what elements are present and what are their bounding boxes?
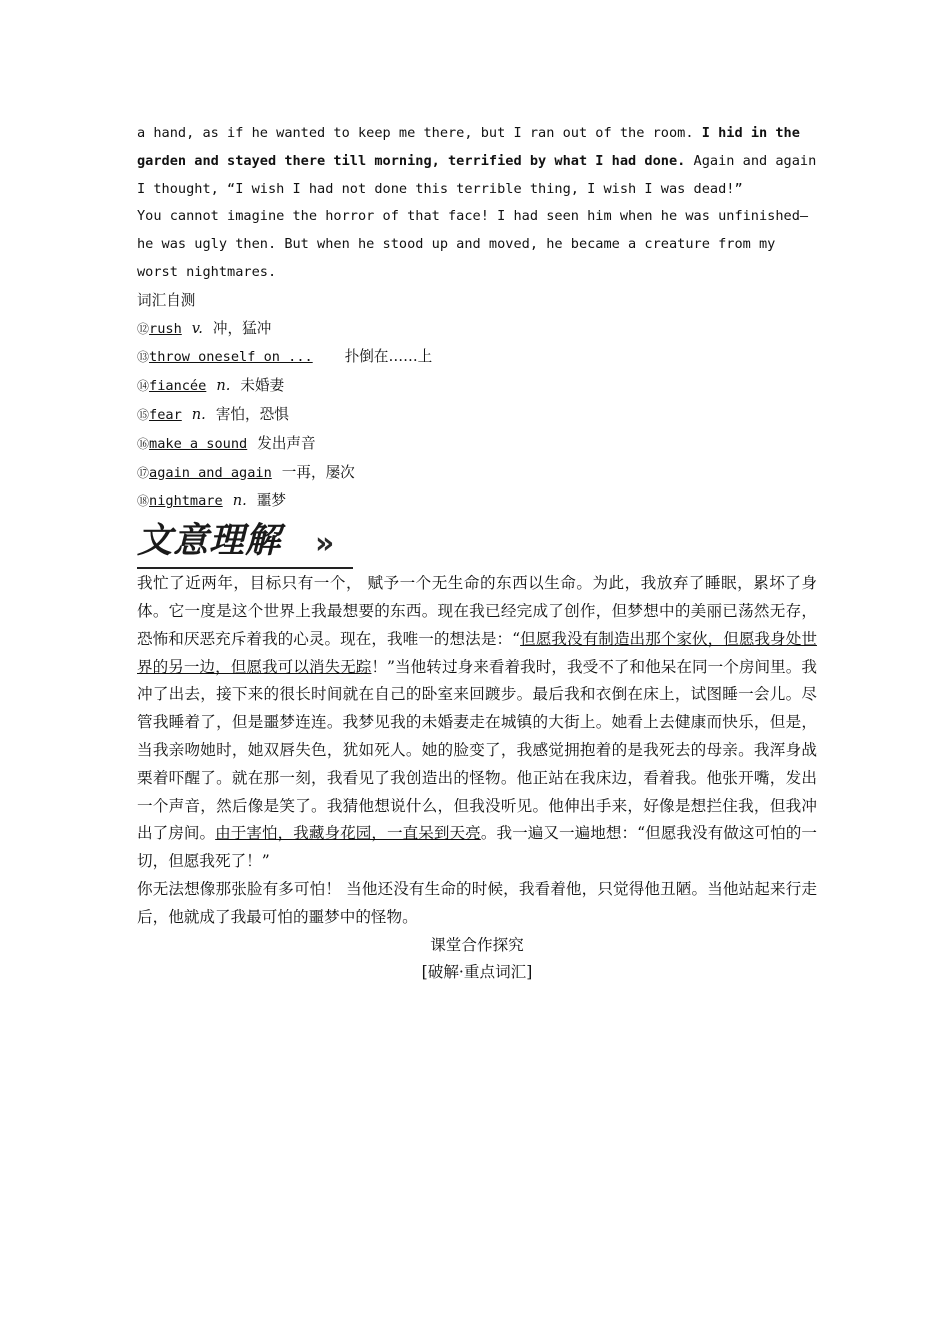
english-passage <box>137 120 817 287</box>
vocab-number: ⑮ <box>137 407 150 422</box>
document-page <box>137 120 817 987</box>
vocab-meaning: 未婚妻 <box>240 377 285 395</box>
section-subtitle: [破解·重点词汇] <box>421 963 533 982</box>
vocab-section <box>137 287 817 516</box>
vocab-word: rush <box>149 320 182 337</box>
translation-text: 我忙了近两年，目标只有一个， 赋予一个无生命的东西以生命。为此，我放弃了睡眠，累坏了身体。它一度是这个世界上我最想要的东西。现在我已经完成了创作，但梦想中的美丽已荡然无存，恐怖和厌恶充斥着我的心灵。现在，我唯一的想法是：“ <box>137 574 817 648</box>
vocab-word: fiancée <box>149 378 207 395</box>
vocab-item <box>137 487 817 516</box>
vocab-pos: n. <box>191 405 206 423</box>
vocab-number: ⑫ <box>137 321 150 336</box>
underlined-phrase: 但愿我没有制造出那个家伙，但愿我身处世界的另一边，但愿我可以消失无踪 <box>137 629 817 676</box>
double-chevron-icon: » <box>315 526 335 562</box>
underlined-phrase: 由于害怕，我藏身花园，一直呆到天亮 <box>215 824 481 843</box>
banner-title: 文意理解 <box>137 521 282 562</box>
translation-paragraph-1 <box>137 570 817 876</box>
vocab-meaning: 害怕，恐惧 <box>215 405 289 423</box>
vocab-item <box>137 343 817 372</box>
vocab-number: ⑯ <box>137 436 150 451</box>
vocab-number: ⑭ <box>137 379 150 394</box>
section-title: 课堂合作探究 <box>430 935 524 954</box>
vocab-item <box>137 430 817 459</box>
vocab-word: again and again <box>149 464 272 481</box>
english-paragraph-1 <box>137 120 817 203</box>
translation-paragraph-2: 你无法想像那张脸有多可怕！ 当他还没有生命的时候，我看着他，只觉得他丑陋。当他站起来行走后，他就成了我最可怕的噩梦中的怪物。 <box>137 879 817 926</box>
vocab-pos: n. <box>216 377 231 395</box>
section-banner <box>137 518 353 570</box>
vocab-meaning: 一再，屡次 <box>281 463 355 481</box>
vocab-number: ⑱ <box>137 494 150 509</box>
vocab-pos: v. <box>191 319 203 337</box>
banner-underline <box>137 567 353 569</box>
translation-text: ！”当他转过身来看着我时，我受不了和他呆在同一个房间里。我冲了出去，接下来的很长时间就在自己的卧室来回踱步。最后我和衣倒在床上，试图睡一会儿。尽管我睡着了，但是噩梦连连。我梦见我的未婚妻走在城镇的大街上。她看上去健康而快乐，但是，当我亲吻她时，她双唇失色，犹如死人。她的脸变了，我感觉拥抱着的是我死去的母亲。我浑身战栗着吓醒了。就在那一刻，我看见了我创造出的怪物。他正站在我床边，看着我。他张开嘴，发出一个声音，然后像是笑了。我猜他想说什么，但我没听见。他伸出手来，好像是想拦住我，但我冲出了房间。 <box>137 657 817 843</box>
vocab-word: throw oneself on ... <box>149 349 313 366</box>
english-paragraph-2: You cannot imagine the horror of that face! I had seen him when he was unfinished—he was ugly then. But when he stood up and moved, he became a creature from my worst nightmares. <box>137 208 809 280</box>
vocab-word: make a sound <box>149 435 248 452</box>
vocab-item <box>137 459 817 488</box>
vocab-number: ⑰ <box>137 465 150 480</box>
english-bold-sentence: I hid in the garden and stayed there till morning, terrified by what I had done. <box>137 125 800 169</box>
vocab-meaning: 发出声音 <box>257 434 316 452</box>
vocab-meaning: 冲，猛冲 <box>212 319 272 337</box>
vocab-heading: 词汇自测 <box>137 291 196 309</box>
english-text: a hand, as if he wanted to keep me there, but I ran out of the room. <box>137 125 702 141</box>
vocab-pos: n. <box>232 492 247 510</box>
english-text: Again and again I thought, “I wish I had not done this terrible thing, I wish I was dead!” <box>137 152 817 197</box>
vocab-number: ⑬ <box>137 350 150 365</box>
translation-text: 。我一遍又一遍地想：“但愿我没有做这可怕的一切，但愿我死了！” <box>137 824 817 871</box>
vocab-list <box>137 315 817 517</box>
chinese-translation <box>137 570 817 931</box>
vocab-word: fear <box>149 406 182 423</box>
vocab-meaning: 扑倒在……上 <box>344 348 433 366</box>
vocab-word: nightmare <box>149 493 223 510</box>
vocab-meaning: 噩梦 <box>256 492 286 510</box>
vocab-item <box>137 315 817 344</box>
vocab-item <box>137 401 817 430</box>
vocab-item <box>137 372 817 401</box>
